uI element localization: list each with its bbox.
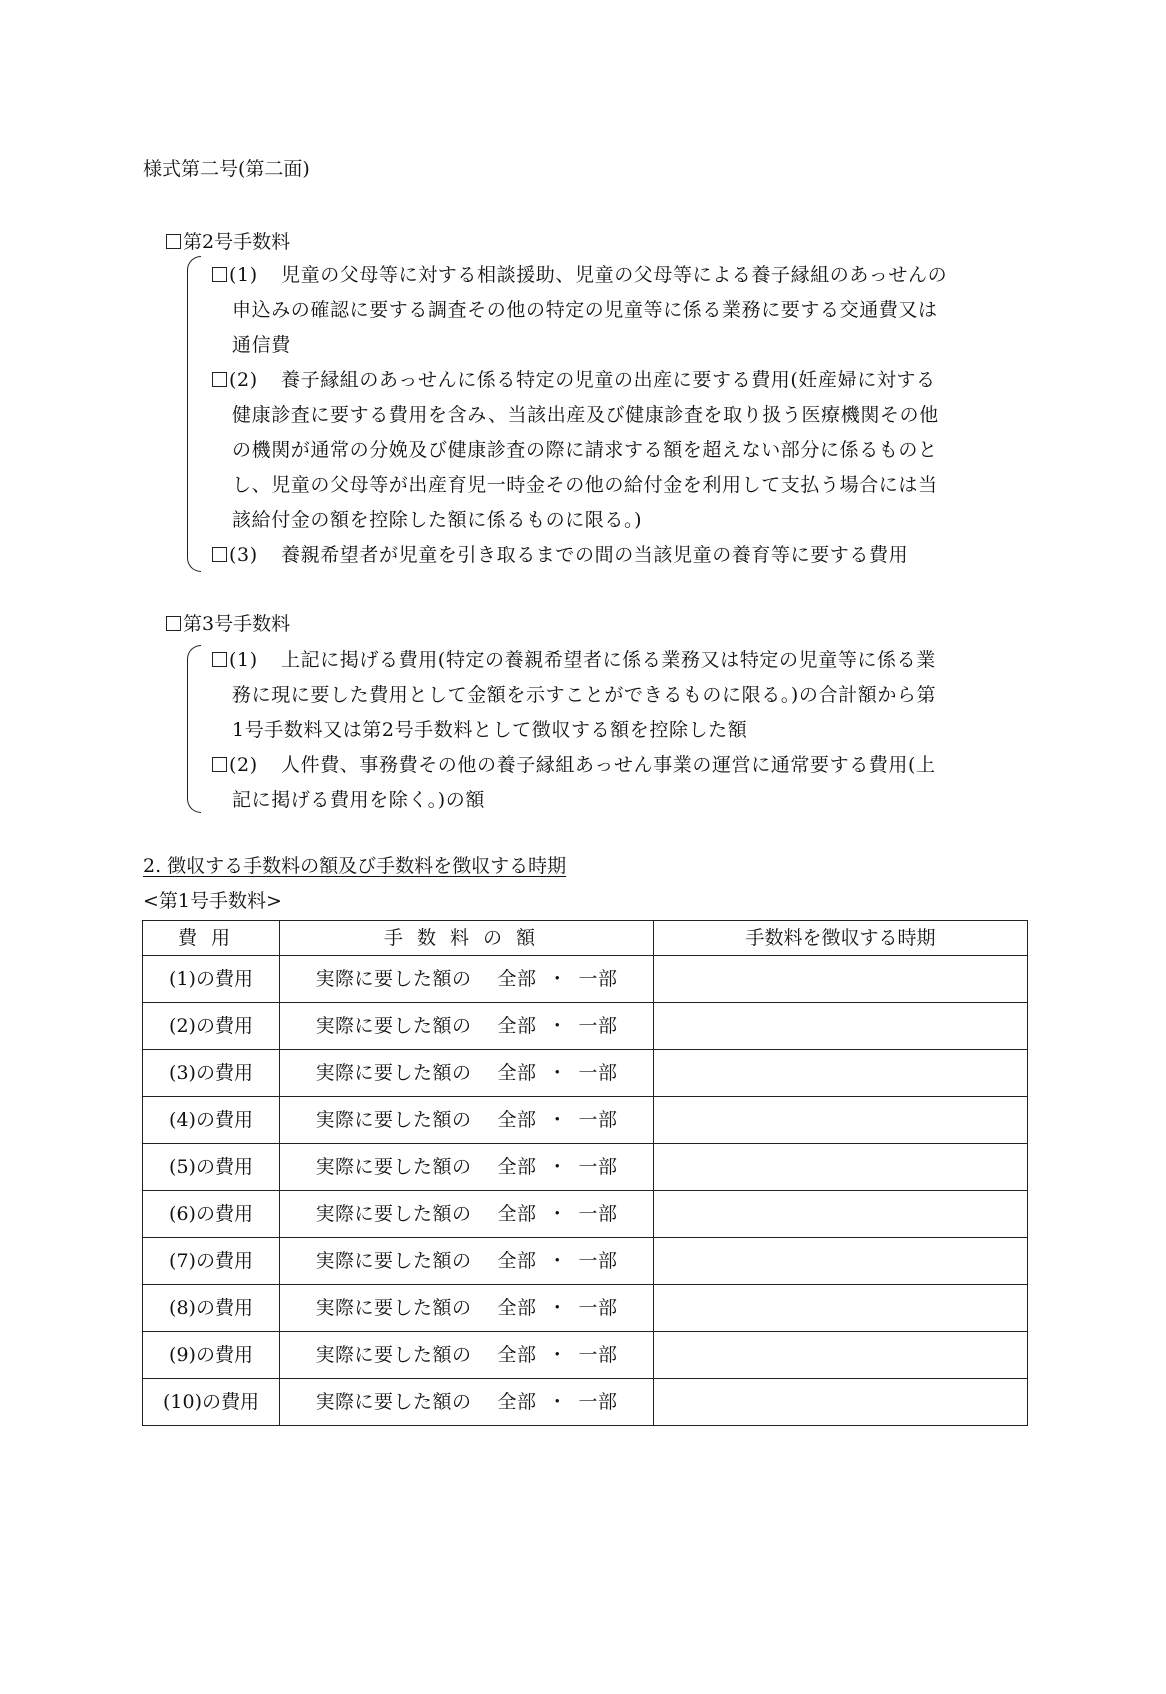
cost-cell: (4)の費用 xyxy=(143,1097,280,1144)
item-text: 1号手数料又は第2号手数料として徴収する額を控除した額 xyxy=(232,719,748,741)
option-part[interactable]: 一部 xyxy=(578,967,618,990)
table-row xyxy=(143,1191,1028,1238)
option-part[interactable]: 一部 xyxy=(578,1390,618,1413)
table-row xyxy=(143,1285,1028,1332)
timing-cell[interactable] xyxy=(654,1050,1028,1097)
item-number: (2) xyxy=(229,369,258,391)
timing-cell[interactable] xyxy=(654,1097,1028,1144)
amount-text: 実際に要した額の xyxy=(315,1061,472,1084)
option-all[interactable]: 全部 xyxy=(497,1390,537,1413)
table-row xyxy=(143,1379,1028,1426)
section-3go-heading-label: 第3号手数料 xyxy=(183,613,291,635)
cost-cell: (9)の費用 xyxy=(143,1332,280,1379)
cost-cell: (5)の費用 xyxy=(143,1144,280,1191)
amount-text: 実際に要した額の xyxy=(315,1249,472,1272)
column-header-cost: 費用 xyxy=(143,921,280,956)
item-text: し、児童の父母等が出産育児一時金その他の給付金を利用して支払う場合には当 xyxy=(232,474,938,496)
option-part[interactable]: 一部 xyxy=(578,1061,618,1084)
cost-cell: (2)の費用 xyxy=(143,1003,280,1050)
amount-cell xyxy=(280,1191,654,1238)
checkbox[interactable] xyxy=(166,616,181,631)
option-part[interactable]: 一部 xyxy=(578,1249,618,1272)
amount-cell xyxy=(280,1097,654,1144)
item-text: の機関が通常の分娩及び健康診査の際に請求する額を超えない部分に係るものと xyxy=(232,439,938,461)
amount-text: 実際に要した額の xyxy=(315,1390,472,1413)
option-part[interactable]: 一部 xyxy=(578,1155,618,1178)
option-part[interactable]: 一部 xyxy=(578,1014,618,1037)
amount-text: 実際に要した額の xyxy=(315,1108,472,1131)
amount-cell xyxy=(280,1332,654,1379)
amount-text: 実際に要した額の xyxy=(315,1343,472,1366)
checkbox[interactable] xyxy=(212,547,227,562)
option-separator: ・ xyxy=(547,1343,568,1366)
section-3go-heading xyxy=(166,615,290,634)
table-header-row xyxy=(143,921,1028,956)
option-all[interactable]: 全部 xyxy=(497,967,537,990)
cost-cell: (7)の費用 xyxy=(143,1238,280,1285)
section-2go-heading-label: 第2号手数料 xyxy=(183,231,291,253)
amount-cell xyxy=(280,1379,654,1426)
section-collect-title: 2. 徴収する手数料の額及び手数料を徴収する時期 xyxy=(143,855,567,877)
option-separator: ・ xyxy=(547,1390,568,1413)
table-row xyxy=(143,1332,1028,1379)
timing-cell[interactable] xyxy=(654,1379,1028,1426)
option-all[interactable]: 全部 xyxy=(497,1202,537,1225)
cost-cell: (8)の費用 xyxy=(143,1285,280,1332)
table-row xyxy=(143,1097,1028,1144)
checkbox[interactable] xyxy=(166,234,181,249)
amount-text: 実際に要した額の xyxy=(315,1202,472,1225)
checkbox[interactable] xyxy=(212,372,227,387)
amount-text: 実際に要した額の xyxy=(315,1014,472,1037)
item-text: 養子縁組のあっせんに係る特定の児童の出産に要する費用(妊産婦に対する xyxy=(281,369,936,391)
item-text: 申込みの確認に要する調査その他の特定の児童等に係る業務に要する交通費又は xyxy=(232,299,938,321)
option-separator: ・ xyxy=(547,967,568,990)
table-row xyxy=(143,956,1028,1003)
table-row xyxy=(143,1144,1028,1191)
timing-cell[interactable] xyxy=(654,1191,1028,1238)
item-text: 養親希望者が児童を引き取るまでの間の当該児童の養育等に要する費用 xyxy=(281,544,909,566)
option-separator: ・ xyxy=(547,1061,568,1084)
item-number: (2) xyxy=(229,754,258,776)
amount-text: 実際に要した額の xyxy=(315,1296,472,1319)
timing-cell[interactable] xyxy=(654,1285,1028,1332)
bracket-left-icon xyxy=(187,256,201,572)
option-part[interactable]: 一部 xyxy=(578,1343,618,1366)
item-text: 人件費、事務費その他の養子縁組あっせん事業の運営に通常要する費用(上 xyxy=(281,754,936,776)
option-all[interactable]: 全部 xyxy=(497,1296,537,1319)
option-separator: ・ xyxy=(547,1108,568,1131)
option-all[interactable]: 全部 xyxy=(497,1061,537,1084)
timing-cell[interactable] xyxy=(654,1144,1028,1191)
checkbox[interactable] xyxy=(212,757,227,772)
amount-text: 実際に要した額の xyxy=(315,1155,472,1178)
cost-cell: (10)の費用 xyxy=(143,1379,280,1426)
checkbox[interactable] xyxy=(212,267,227,282)
amount-cell xyxy=(280,1050,654,1097)
option-all[interactable]: 全部 xyxy=(497,1155,537,1178)
item-number: (1) xyxy=(229,264,258,286)
item-text: 該給付金の額を控除した額に係るものに限る。) xyxy=(232,509,643,531)
amount-text: 実際に要した額の xyxy=(315,967,472,990)
timing-cell[interactable] xyxy=(654,956,1028,1003)
amount-cell xyxy=(280,1238,654,1285)
table-row xyxy=(143,1238,1028,1285)
section-collect-subtitle: <第1号手数料> xyxy=(143,890,282,912)
amount-cell xyxy=(280,956,654,1003)
timing-cell[interactable] xyxy=(654,1238,1028,1285)
option-separator: ・ xyxy=(547,1249,568,1272)
option-all[interactable]: 全部 xyxy=(497,1249,537,1272)
amount-cell xyxy=(280,1285,654,1332)
option-separator: ・ xyxy=(547,1155,568,1178)
option-separator: ・ xyxy=(547,1014,568,1037)
fee-table xyxy=(142,920,1028,1426)
cost-cell: (6)の費用 xyxy=(143,1191,280,1238)
cost-cell: (3)の費用 xyxy=(143,1050,280,1097)
page-title: 様式第二号(第二面) xyxy=(143,158,310,180)
option-part[interactable]: 一部 xyxy=(578,1202,618,1225)
checkbox[interactable] xyxy=(212,652,227,667)
column-header-timing: 手数料を徴収する時期 xyxy=(654,921,1028,956)
table-row xyxy=(143,1003,1028,1050)
timing-cell[interactable] xyxy=(654,1332,1028,1379)
section-2go-heading xyxy=(166,233,290,252)
item-text: 務に現に要した費用として金額を示すことができるものに限る。)の合計額から第 xyxy=(232,684,937,706)
item-text: 上記に掲げる費用(特定の養親希望者に係る業務又は特定の児童等に係る業 xyxy=(281,649,936,671)
column-header-amount: 手数料の額 xyxy=(280,921,654,956)
item-text: 通信費 xyxy=(232,334,291,356)
option-separator: ・ xyxy=(547,1202,568,1225)
option-all[interactable]: 全部 xyxy=(497,1014,537,1037)
option-part[interactable]: 一部 xyxy=(578,1108,618,1131)
option-part[interactable]: 一部 xyxy=(578,1296,618,1319)
table-row xyxy=(143,1050,1028,1097)
option-all[interactable]: 全部 xyxy=(497,1108,537,1131)
bracket-left-icon xyxy=(187,645,201,813)
timing-cell[interactable] xyxy=(654,1003,1028,1050)
item-text: 健康診査に要する費用を含み、当該出産及び健康診査を取り扱う医療機関その他 xyxy=(232,404,939,426)
item-text: 児童の父母等に対する相談援助、児童の父母等による養子縁組のあっせんの xyxy=(281,264,948,286)
cost-cell: (1)の費用 xyxy=(143,956,280,1003)
item-number: (1) xyxy=(229,649,258,671)
option-separator: ・ xyxy=(547,1296,568,1319)
option-all[interactable]: 全部 xyxy=(497,1343,537,1366)
amount-cell xyxy=(280,1003,654,1050)
item-number: (3) xyxy=(229,544,258,566)
item-text: 記に掲げる費用を除く。)の額 xyxy=(232,789,485,811)
amount-cell xyxy=(280,1144,654,1191)
